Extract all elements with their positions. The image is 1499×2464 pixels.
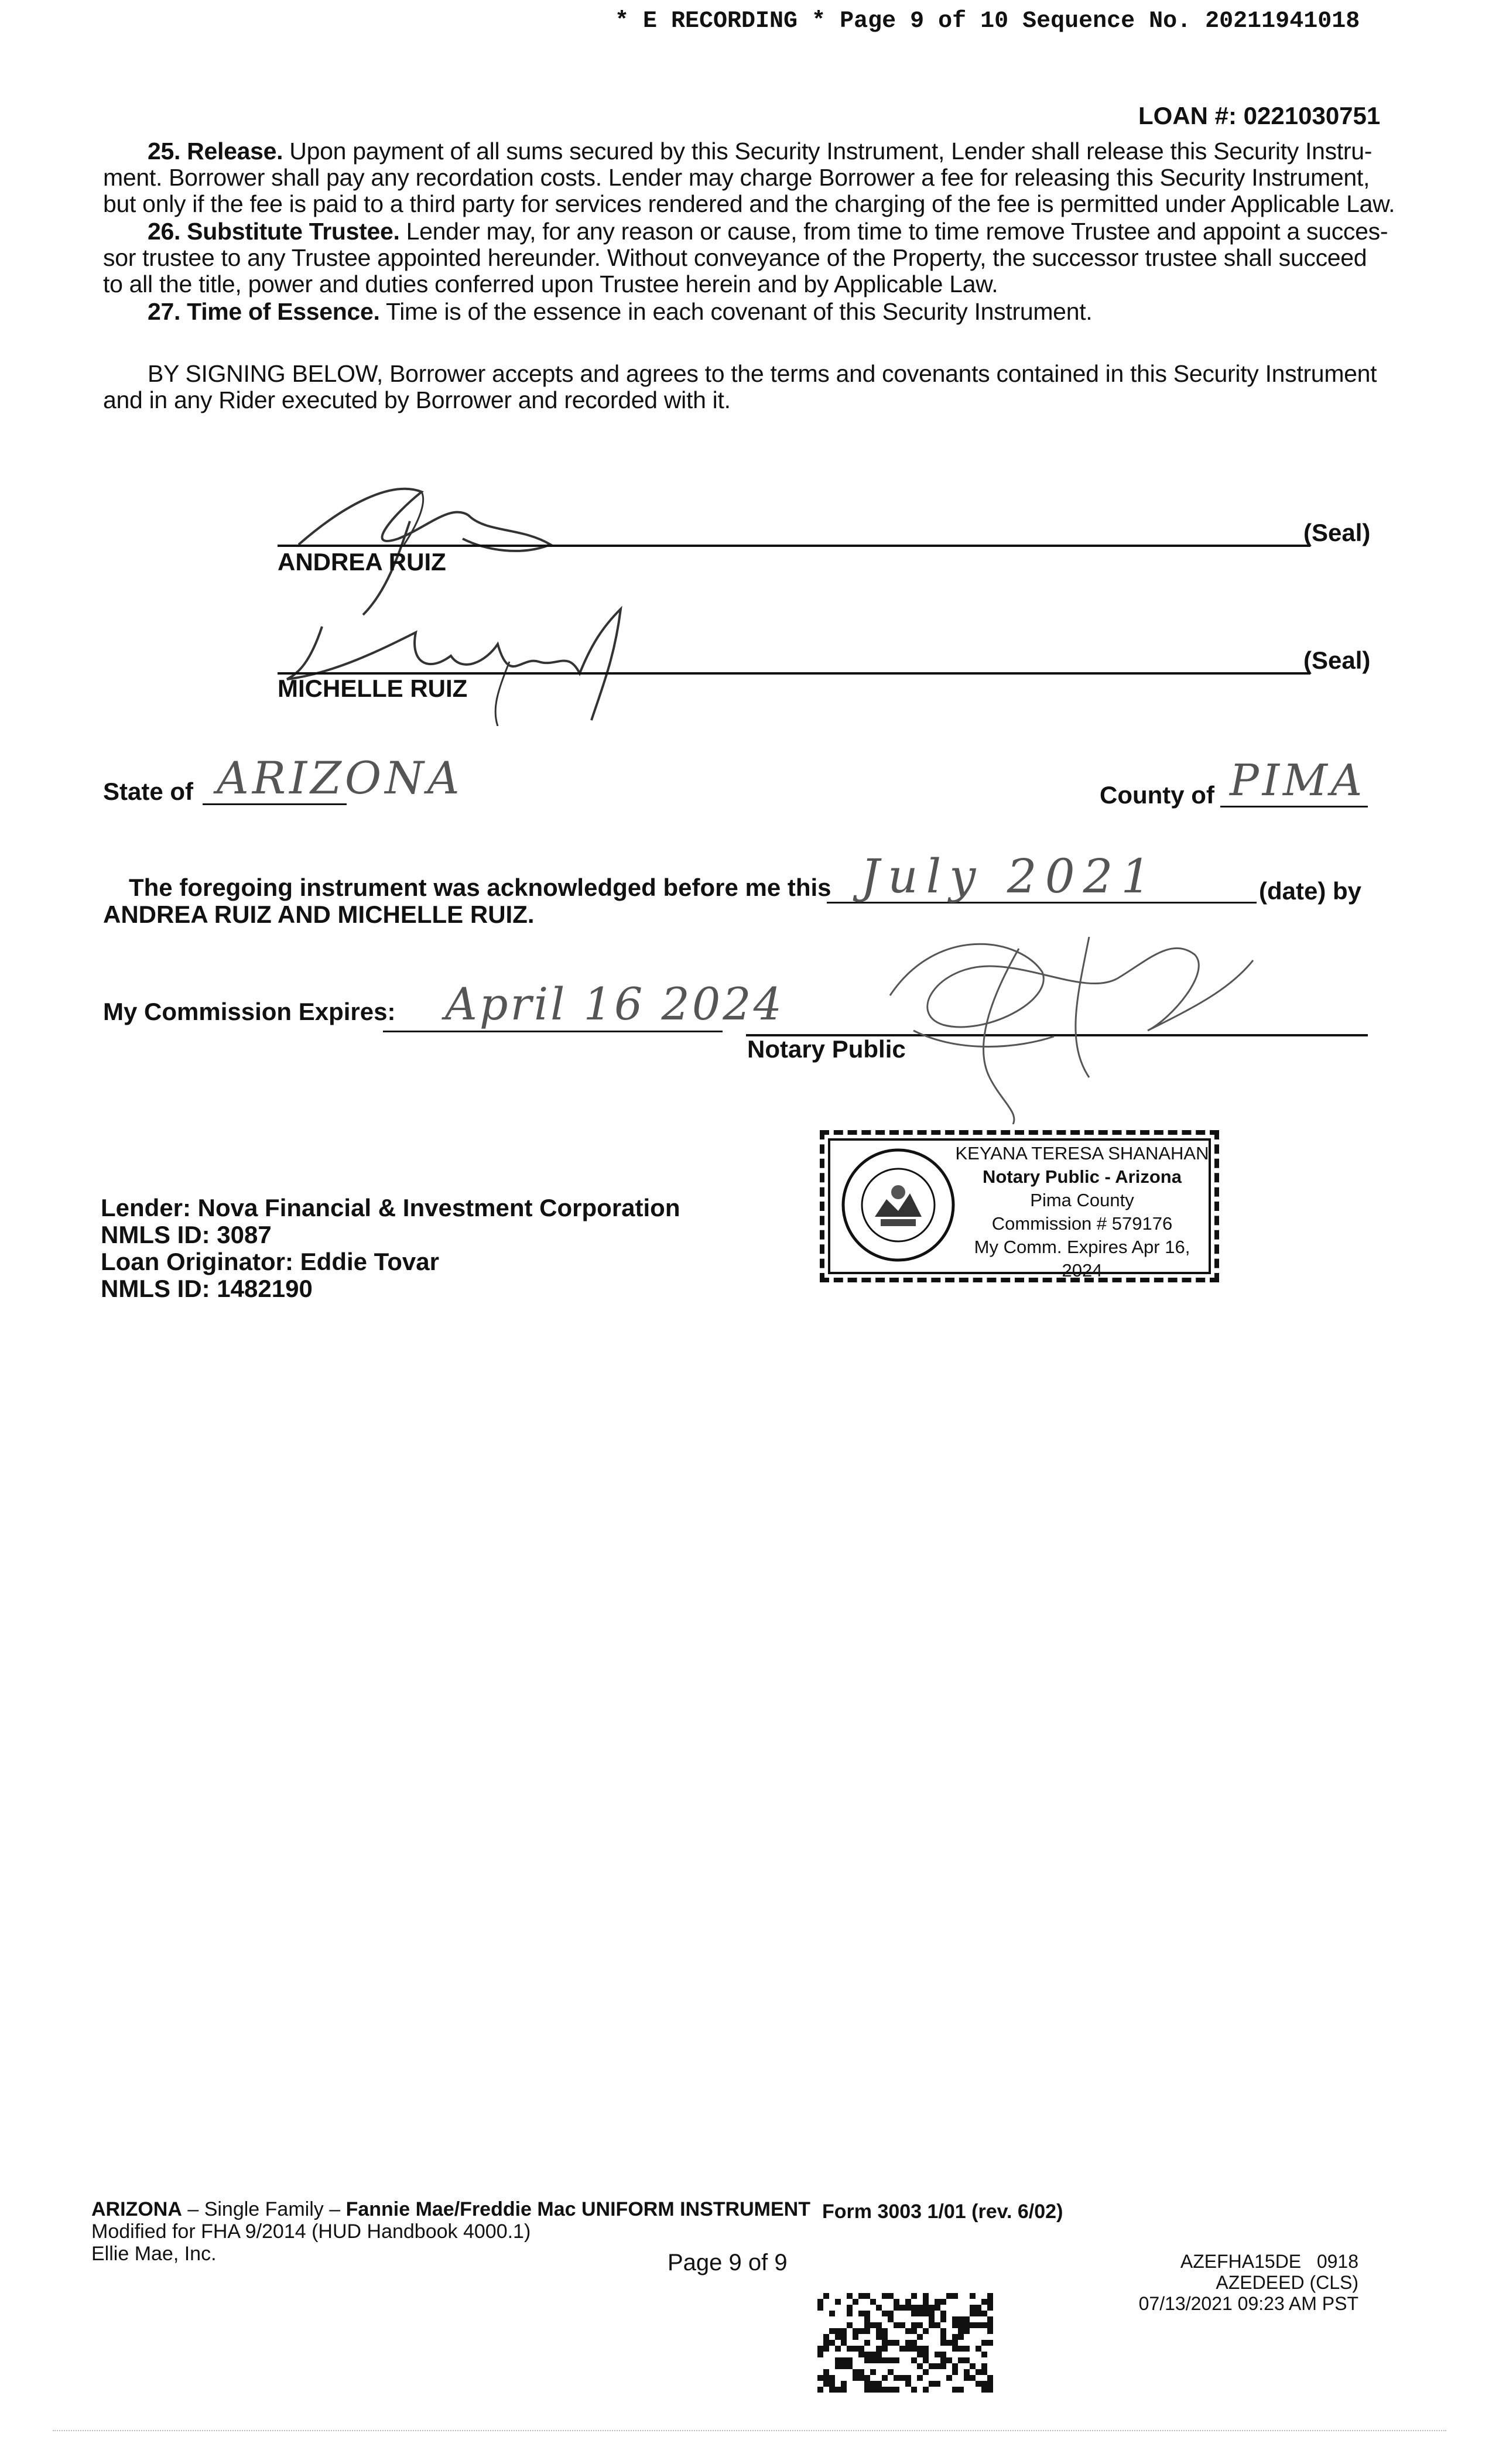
loan-number: LOAN #: 0221030751 xyxy=(1138,102,1381,129)
footer-company: Ellie Mae, Inc. xyxy=(91,2243,217,2265)
clause-26-substitute-trustee xyxy=(103,218,1388,297)
state-label: State of xyxy=(103,778,194,805)
lender-info xyxy=(101,1195,680,1302)
signature-michelle-ruiz xyxy=(275,591,662,726)
stamp-county: Pima County xyxy=(1030,1190,1134,1210)
signer-name-1: ANDREA RUIZ xyxy=(278,548,446,576)
clause-text: Lender may, for any reason or cause, from time to time remove Trustee and appoint a succes- xyxy=(399,218,1388,245)
clause-text: ment. Borrower shall pay any recordation costs. Lender may charge Borrower a fee for releasing this Security Instrument, xyxy=(103,164,1370,191)
stamp-expiry: My Comm. Expires Apr 16, 2024 xyxy=(974,1237,1190,1281)
clause-heading: 25. Release. xyxy=(148,138,283,165)
seal-label-1: (Seal) xyxy=(1303,519,1371,546)
lender-name: Lender: Nova Financial & Investment Corporation xyxy=(101,1194,680,1221)
commission-line xyxy=(383,1031,723,1032)
clause-text: sor trustee to any Trustee appointed hereunder. Without conveyance of the Property, the successor trustee shall succeed xyxy=(103,244,1367,271)
footer-page-number: Page 9 of 9 xyxy=(668,2250,788,2275)
footer-desc: – Single Family – xyxy=(182,2198,346,2220)
signer-name-2: MICHELLE RUIZ xyxy=(278,675,468,702)
loan-originator: Loan Originator: Eddie Tovar xyxy=(101,1248,439,1275)
clause-25-release xyxy=(103,138,1395,217)
clause-27-time-of-essence xyxy=(103,299,1380,325)
originator-nmls: NMLS ID: 1482190 xyxy=(101,1275,313,1302)
clause-text: but only if the fee is paid to a third party for services rendered and the charging of the fee is permitted under Applicable Law. xyxy=(103,190,1395,217)
clause-text: Time is of the essence in each covenant of this Security Instrument. xyxy=(379,298,1093,325)
recording-header: * E RECORDING * Page 9 of 10 Sequence No. 20211941018 xyxy=(615,8,1360,35)
stamp-notary-name: KEYANA TERESA SHANAHAN xyxy=(955,1143,1209,1163)
signature-line-1 xyxy=(278,545,1310,547)
clause-text: Upon payment of all sums secured by this Security Instrument, Lender shall release this Security Instru- xyxy=(283,138,1373,165)
lender-nmls: NMLS ID: 3087 xyxy=(101,1221,272,1248)
footer-uniform: Fannie Mae/Freddie Mac UNIFORM INSTRUMENT xyxy=(345,2198,810,2220)
state-value: ARIZONA xyxy=(217,752,463,804)
footer-state: ARIZONA xyxy=(91,2198,182,2220)
seal-label-2: (Seal) xyxy=(1303,646,1371,674)
signing-statement: BY SIGNING BELOW, Borrower accepts and agrees to the terms and covenants contained in this Security Instrument and in any Rider executed by Borrower and recorded with it. xyxy=(103,360,1377,413)
county-line xyxy=(1220,806,1368,807)
ack-date-value: July 2021 xyxy=(861,849,1159,904)
county-value: PIMA xyxy=(1230,755,1366,806)
notary-stamp xyxy=(820,1130,1219,1282)
footer-code-1: AZEFHA15DE 0918 xyxy=(1180,2251,1358,2272)
footer-form-number: Form 3003 1/01 (rev. 6/02) xyxy=(822,2201,1063,2223)
scan-edge-line xyxy=(53,2430,1446,2431)
acknowledged-parties: ANDREA RUIZ AND MICHELLE RUIZ. xyxy=(103,901,535,928)
clause-text: to all the title, power and duties conferred upon Trustee herein and by Applicable Law. xyxy=(103,271,998,297)
stamp-commission: Commission # 579176 xyxy=(991,1213,1173,1234)
footer-codes xyxy=(1113,2251,1358,2314)
clause-heading: 26. Substitute Trustee. xyxy=(148,218,400,245)
county-label: County of xyxy=(1100,781,1214,809)
footer-timestamp: 07/13/2021 09:23 AM PST xyxy=(1138,2293,1358,2314)
commission-value: April 16 2024 xyxy=(445,978,784,1030)
notary-public-label: Notary Public xyxy=(747,1035,906,1063)
stamp-title: Notary Public - Arizona xyxy=(983,1166,1182,1187)
ack-date-suffix: (date) by xyxy=(1259,877,1362,905)
notary-signature xyxy=(843,902,1265,1124)
footer-modified: Modified for FHA 9/2014 (HUD Handbook 4000.1) xyxy=(91,2220,531,2243)
footer-code-2: AZEDEED (CLS) xyxy=(1216,2272,1358,2293)
commission-label: My Commission Expires: xyxy=(103,998,396,1025)
2d-barcode-icon xyxy=(817,2293,993,2393)
acknowledgment-text: The foregoing instrument was acknowledged before me this xyxy=(129,874,831,901)
arizona-state-seal-icon xyxy=(840,1147,957,1264)
clause-heading: 27. Time of Essence. xyxy=(148,298,380,325)
